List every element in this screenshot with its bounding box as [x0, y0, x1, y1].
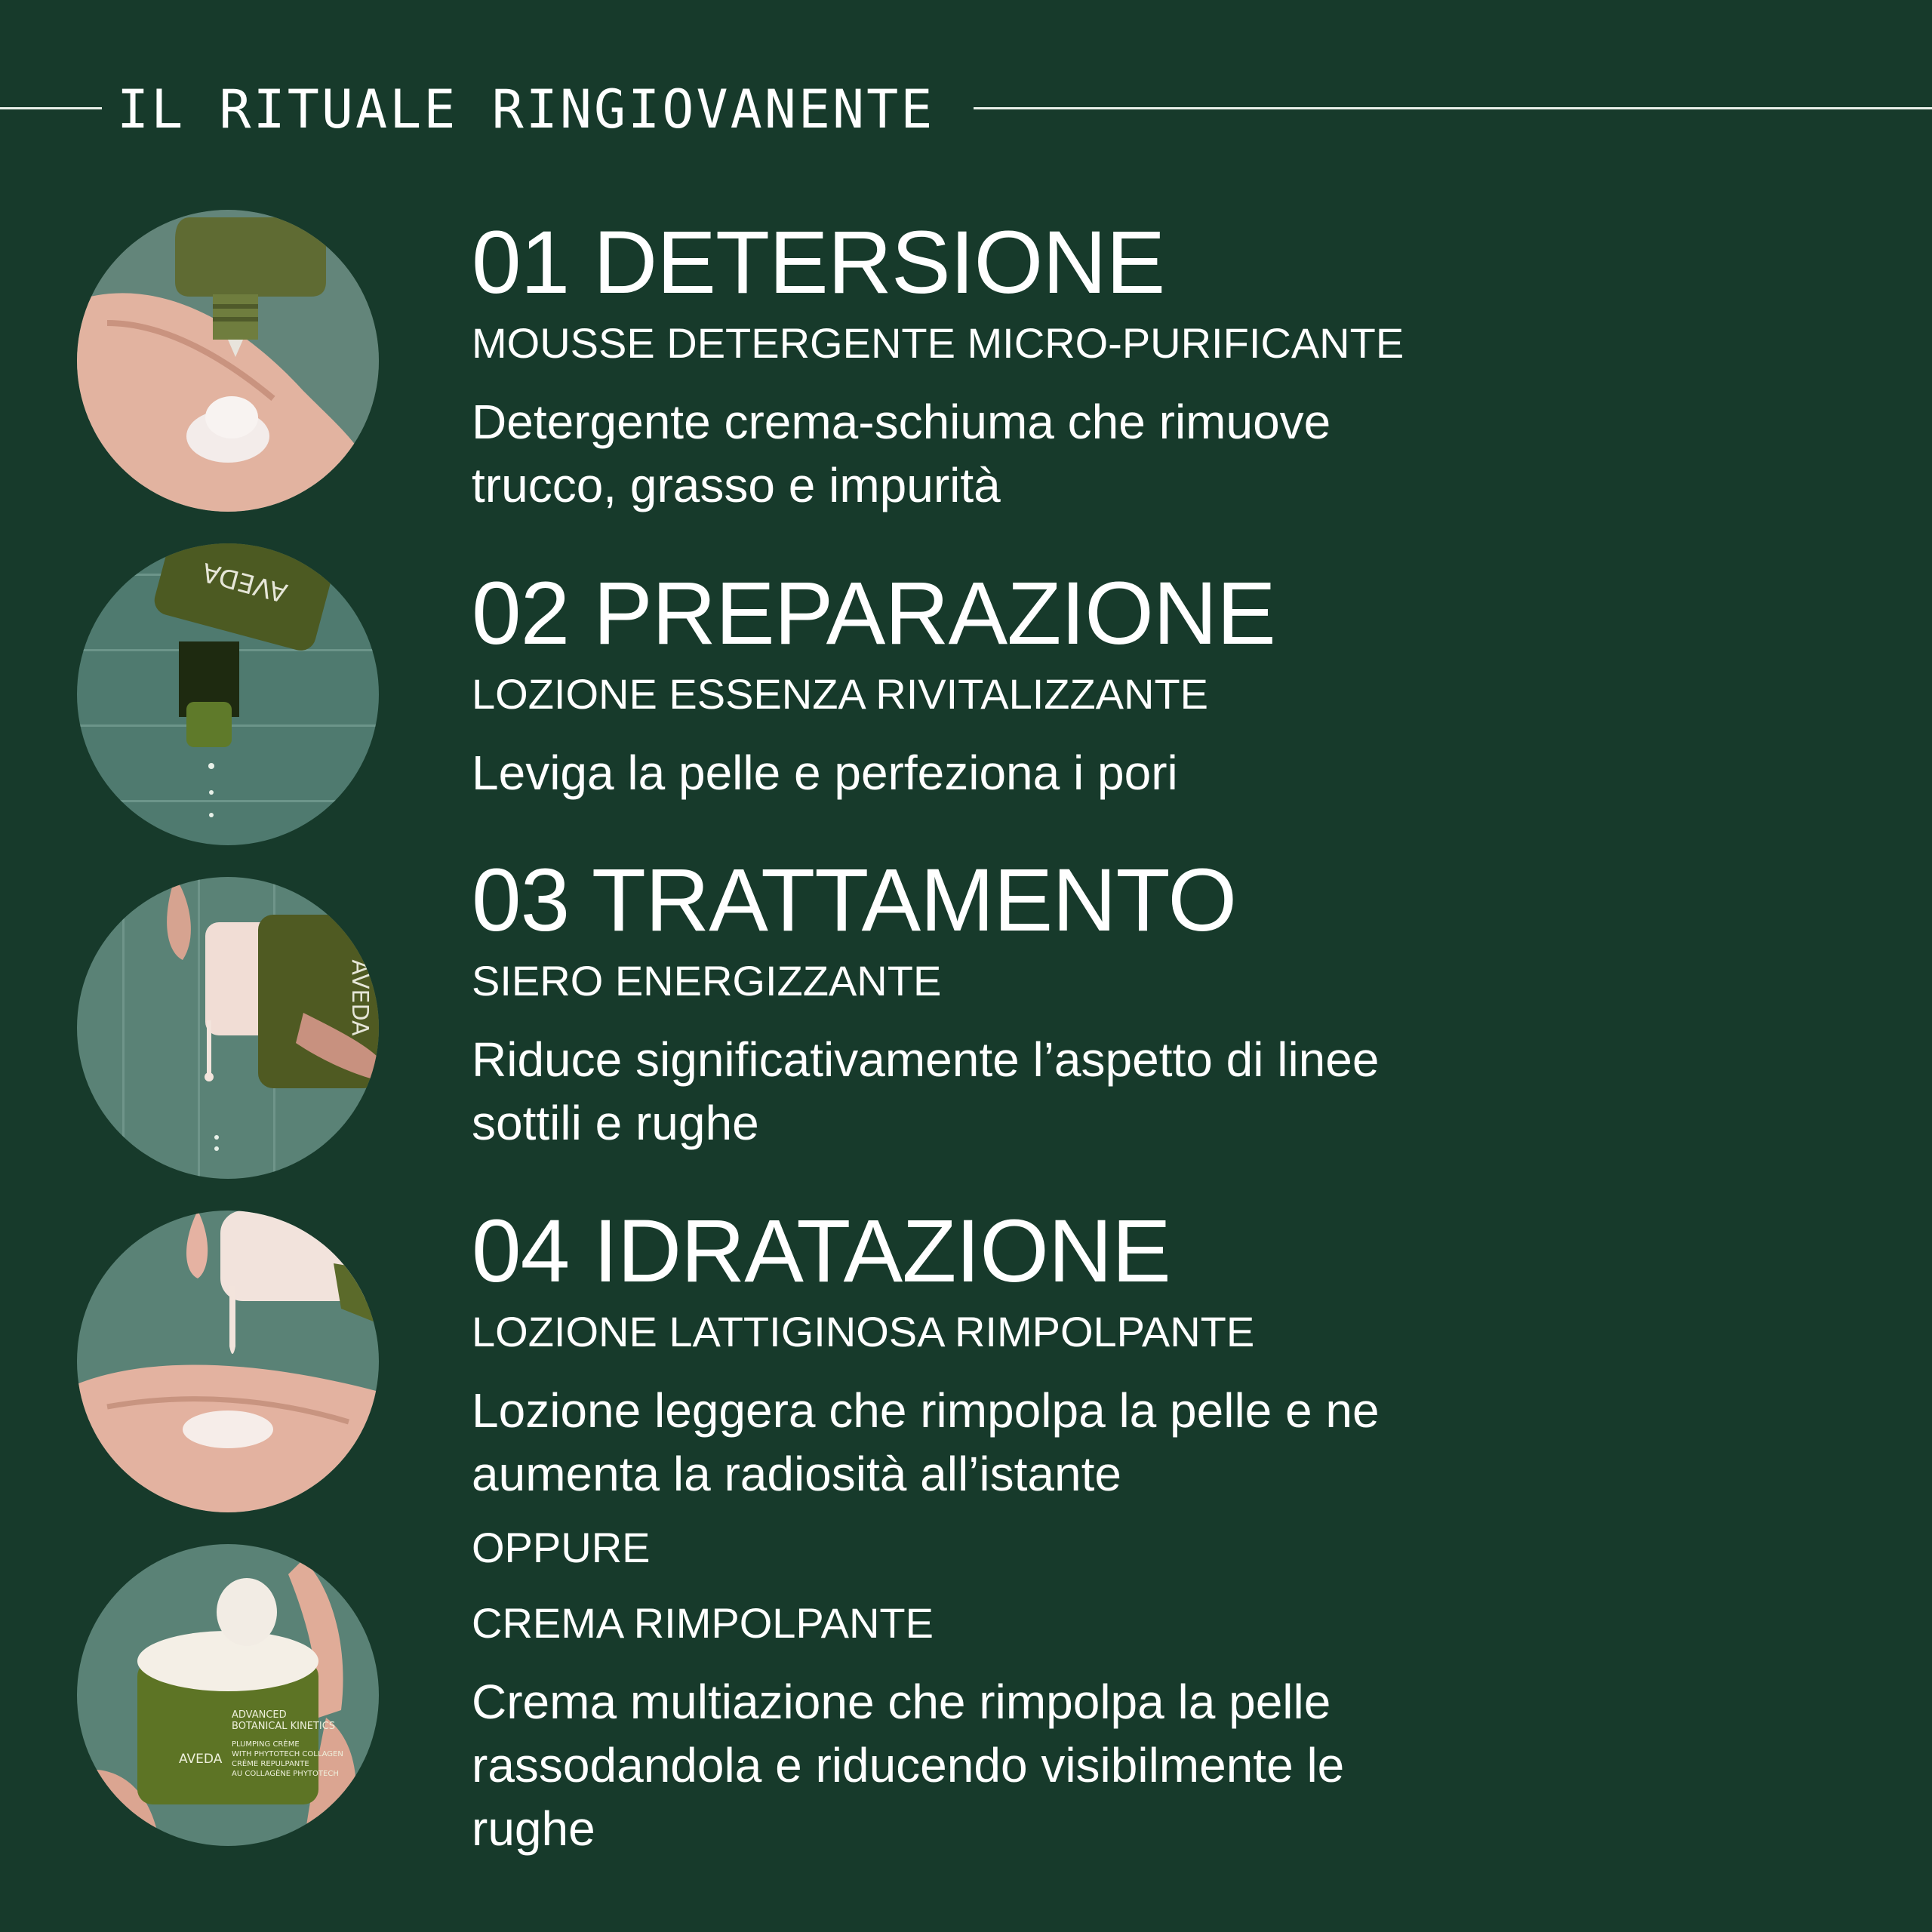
jar-label-line-1: ADVANCED: [232, 1709, 287, 1721]
lotion-pour-photo: [77, 1211, 379, 1512]
step-3: [472, 851, 1453, 1155]
cream-jar-photo: [77, 1544, 379, 1846]
step-description: Detergente crema-schiuma che rimuove trucco, grasso e impurità: [472, 395, 1331, 512]
cleansing-foam-photo: [77, 210, 379, 512]
jar-label-line-3: PLUMPING CRÈME: [232, 1740, 300, 1749]
alt-description: Crema multiazione che rimpolpa la pelle rassodandola e riducendo visibilmente le rughe: [472, 1675, 1345, 1856]
step-title: 04 IDRATAZIONE: [472, 1201, 1171, 1301]
jar-label-line-5: CRÈME REPULPANTE: [232, 1760, 309, 1768]
step-title: 02 PREPARAZIONE: [472, 564, 1275, 663]
step-1: [472, 214, 1453, 517]
jar-label-line-6: AU COLLAGÈNE PHYTOTECH: [232, 1770, 339, 1778]
aveda-brand-text: AVEDA: [346, 959, 373, 1036]
step-description: Riduce significativamente l’aspetto di linee sottili e rughe: [472, 1032, 1380, 1150]
page-title: IL RITUALE RINGIOVANENTE: [117, 78, 935, 140]
aveda-brand-text: AVEDA: [198, 556, 291, 608]
page-header: [0, 75, 1932, 143]
jar-label-line-2: BOTANICAL KINETICS: [232, 1721, 336, 1732]
step-title: 03 TRATTAMENTO: [472, 851, 1237, 950]
step-product: SIERO ENERGIZZANTE: [472, 957, 942, 1004]
step-description: Leviga la pelle e perfeziona i pori: [472, 746, 1178, 800]
essence-bottle-photo: [77, 543, 379, 845]
alternative-label: OPPURE: [472, 1524, 651, 1571]
step-2: [472, 565, 1453, 804]
header-rule-left: [0, 107, 102, 109]
jar-label-line-4: WITH PHYTOTECH COLLAGEN: [232, 1750, 343, 1758]
aveda-brand-text: AVEDA: [179, 1752, 223, 1767]
step-4: [472, 1202, 1453, 1860]
step-product: MOUSSE DETERGENTE MICRO-PURIFICANTE: [472, 319, 1404, 367]
header-rule-right: [974, 107, 1932, 109]
step-product: LOZIONE ESSENZA RIVITALIZZANTE: [472, 670, 1209, 718]
step-product: LOZIONE LATTIGINOSA RIMPOLPANTE: [472, 1308, 1255, 1355]
serum-pump-photo: [77, 877, 379, 1179]
step-title: 01 DETERSIONE: [472, 213, 1165, 312]
step-description: Lozione leggera che rimpolpa la pelle e ne aumenta la radiosità all’istante: [472, 1383, 1380, 1501]
alt-product: CREMA RIMPOLPANTE: [472, 1599, 934, 1647]
